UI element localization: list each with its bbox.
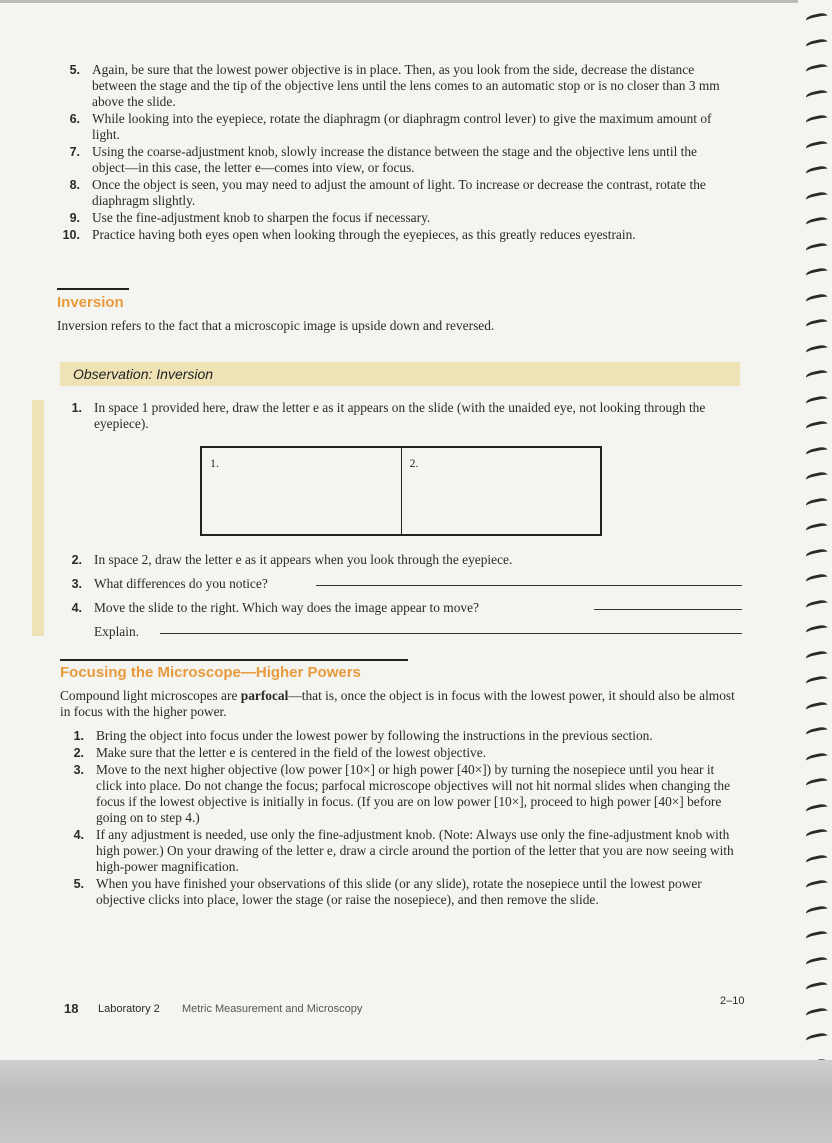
binding-coil: [805, 88, 829, 103]
binding-coil: [805, 216, 829, 231]
binding-coil: [805, 904, 829, 919]
item-text: Bring the object into focus under the lowest power by following the instructions in the previous section.: [96, 728, 653, 743]
binding-coil: [805, 318, 829, 333]
binding-coil: [805, 675, 829, 690]
item-number: 6.: [69, 112, 80, 126]
binding-coil: [805, 139, 829, 154]
item-text: What differences do you notice?: [94, 576, 268, 591]
inversion-text: Inversion refers to the fact that a microscopic image is upside down and reversed.: [57, 318, 495, 333]
item-number: 2.: [73, 746, 84, 760]
observation-sidebar: [32, 400, 44, 636]
steps-top: [58, 62, 728, 244]
list-item: [58, 111, 728, 143]
higher-rule: [60, 659, 408, 661]
binding-coil: [805, 649, 829, 664]
answer-line-q4[interactable]: [594, 608, 742, 610]
answer-line-explain[interactable]: [160, 632, 742, 634]
item-number: 2.: [71, 553, 82, 567]
binding-coil: [805, 930, 829, 945]
top-rule: [0, 0, 800, 3]
item-text: Move to the next higher objective (low power [10×] or high power [40×]) by turning the nosepiece until you hear it click into place. Do not change the focus; parfocal microscope objectives will not hit normal slides when changing the focus if the lowest objective is initially in focus. (If you are on low power [10×], proceed to high power [40×] before going on to step 4.): [96, 762, 731, 825]
item-text: Using the coarse-adjustment knob, slowly increase the distance between the stage and the objective lens until the object—in this case, the letter e—comes into view, or focus.: [92, 144, 697, 175]
item-number: 9.: [69, 211, 80, 225]
item-text: While looking into the eyepiece, rotate the diaphragm (or diaphragm control lever) to give the maximum amount of light.: [92, 111, 712, 142]
drawing-box: [200, 446, 602, 536]
binding-coil: [805, 267, 829, 282]
item-text: When you have finished your observations of this slide (or any slide), rotate the nosepiece until the lowest power objective clicks into place, lower the stage (or raise the nosepiece), and then remove the slide.: [96, 876, 702, 907]
higher-intro: [60, 688, 740, 720]
observation-questions: [60, 552, 740, 641]
binding-coil: [805, 471, 829, 486]
binding-coil: [805, 1006, 829, 1021]
item-text: In space 1 provided here, draw the letter e as it appears on the slide (with the unaided eye, not looking through the eyepiece).: [94, 400, 706, 431]
item-number: 3.: [73, 763, 84, 777]
binding-coil: [805, 445, 829, 460]
item-number: 1.: [73, 729, 84, 743]
item-number: 1.: [71, 401, 82, 415]
binding-coil: [805, 496, 829, 511]
space-label: 2.: [409, 456, 419, 470]
item-text: Use the fine-adjustment knob to sharpen the focus if necessary.: [92, 210, 431, 225]
binding-coil: [805, 981, 829, 996]
binding-coil: [805, 573, 829, 588]
intro-text: —that is, once the object is in focus with the lowest power, it should also be almost in focus with the higher power.: [60, 688, 735, 719]
intro-text: Compound light microscopes are: [60, 688, 241, 703]
space-label: 1.: [210, 456, 219, 470]
binding-coil: [805, 292, 829, 307]
item-number: 5.: [73, 877, 84, 891]
item-text: Once the object is seen, you may need to adjust the amount of light. To increase or decrease the contrast, rotate the diaphragm slightly.: [92, 177, 706, 208]
binding-coil: [805, 63, 829, 78]
list-item: [58, 144, 728, 176]
item-number: 5.: [69, 63, 80, 77]
binding-coil: [805, 522, 829, 537]
item-text: Again, be sure that the lowest power objective is in place. Then, as you look from the side, decrease the distance between the stage and the tip of the objective lens until the lens comes to an automatic stop or is no closer than 3 mm above the slide.: [92, 62, 720, 109]
list-item: [58, 62, 728, 110]
page-number: 18: [64, 1001, 79, 1016]
binding-coil: [805, 369, 829, 384]
observation-title: Observation: Inversion: [60, 362, 740, 386]
binding-coil: [805, 955, 829, 970]
binding-coil: [805, 165, 829, 180]
drawing-space-2[interactable]: [401, 448, 601, 534]
binding-coil: [805, 828, 829, 843]
item-text: Practice having both eyes open when looking through the eyepieces, as this greatly reduces eyestrain.: [92, 227, 636, 242]
list-item: [62, 876, 740, 908]
spiral-binding: [798, 0, 832, 1075]
binding-coil: [805, 114, 829, 129]
binding-coil: [805, 624, 829, 639]
intro-term: parfocal: [240, 688, 289, 703]
binding-coil: [805, 777, 829, 792]
binding-coil: [805, 12, 829, 27]
list-item: [60, 552, 740, 568]
item-text: Move the slide to the right. Which way does the image appear to move?: [94, 600, 479, 615]
item-number: 10.: [62, 228, 80, 242]
binding-coil: [805, 37, 829, 52]
item-number: 8.: [69, 178, 80, 192]
binding-coil: [805, 700, 829, 715]
footer-title: Metric Measurement and Microscopy: [182, 1003, 363, 1015]
binding-coil: [805, 420, 829, 435]
list-item: [58, 177, 728, 209]
item-number: 4.: [73, 828, 84, 842]
item-number: 3.: [71, 577, 82, 591]
list-item: [60, 400, 730, 432]
observation-q1: [60, 400, 730, 433]
footer-code: 2–10: [720, 995, 745, 1007]
binding-coil: [805, 547, 829, 562]
higher-steps: [62, 728, 740, 909]
binding-coil: [805, 853, 829, 868]
binding-coil: [805, 751, 829, 766]
item-number: 4.: [71, 601, 82, 615]
item-text: Explain.: [94, 624, 139, 639]
binding-coil: [805, 802, 829, 817]
list-item: [62, 728, 740, 744]
binding-coil: [805, 879, 829, 894]
list-item: [62, 827, 740, 875]
list-item: [58, 227, 728, 243]
binding-coil: [805, 1032, 829, 1047]
binding-coil: [805, 598, 829, 613]
answer-line-q3[interactable]: [316, 584, 742, 586]
item-number: 7.: [69, 145, 80, 159]
list-item: [62, 762, 740, 826]
binding-coil: [805, 343, 829, 358]
binding-coil: [805, 726, 829, 741]
inversion-rule: [57, 288, 129, 290]
list-item: [58, 210, 728, 226]
footer-lab: Laboratory 2: [98, 1003, 160, 1015]
higher-heading: Focusing the Microscope—Higher Powers: [60, 664, 361, 681]
list-item: [62, 745, 740, 761]
drawing-space-1[interactable]: [202, 448, 401, 534]
binding-coil: [805, 394, 829, 409]
item-text: Make sure that the letter e is centered in the field of the lowest objective.: [96, 745, 487, 760]
item-text: In space 2, draw the letter e as it appears when you look through the eyepiece.: [94, 552, 513, 567]
inversion-heading: Inversion: [57, 294, 124, 311]
scan-shadow: [0, 1060, 832, 1143]
binding-coil: [805, 241, 829, 256]
binding-coil: [805, 190, 829, 205]
item-text: If any adjustment is needed, use only the fine-adjustment knob. (Note: Always use only the fine-adjustment knob with high power.) On your drawing of the letter e, draw a circle around the portion of the letter that you are now seeing with high-power magnification.: [96, 827, 734, 874]
